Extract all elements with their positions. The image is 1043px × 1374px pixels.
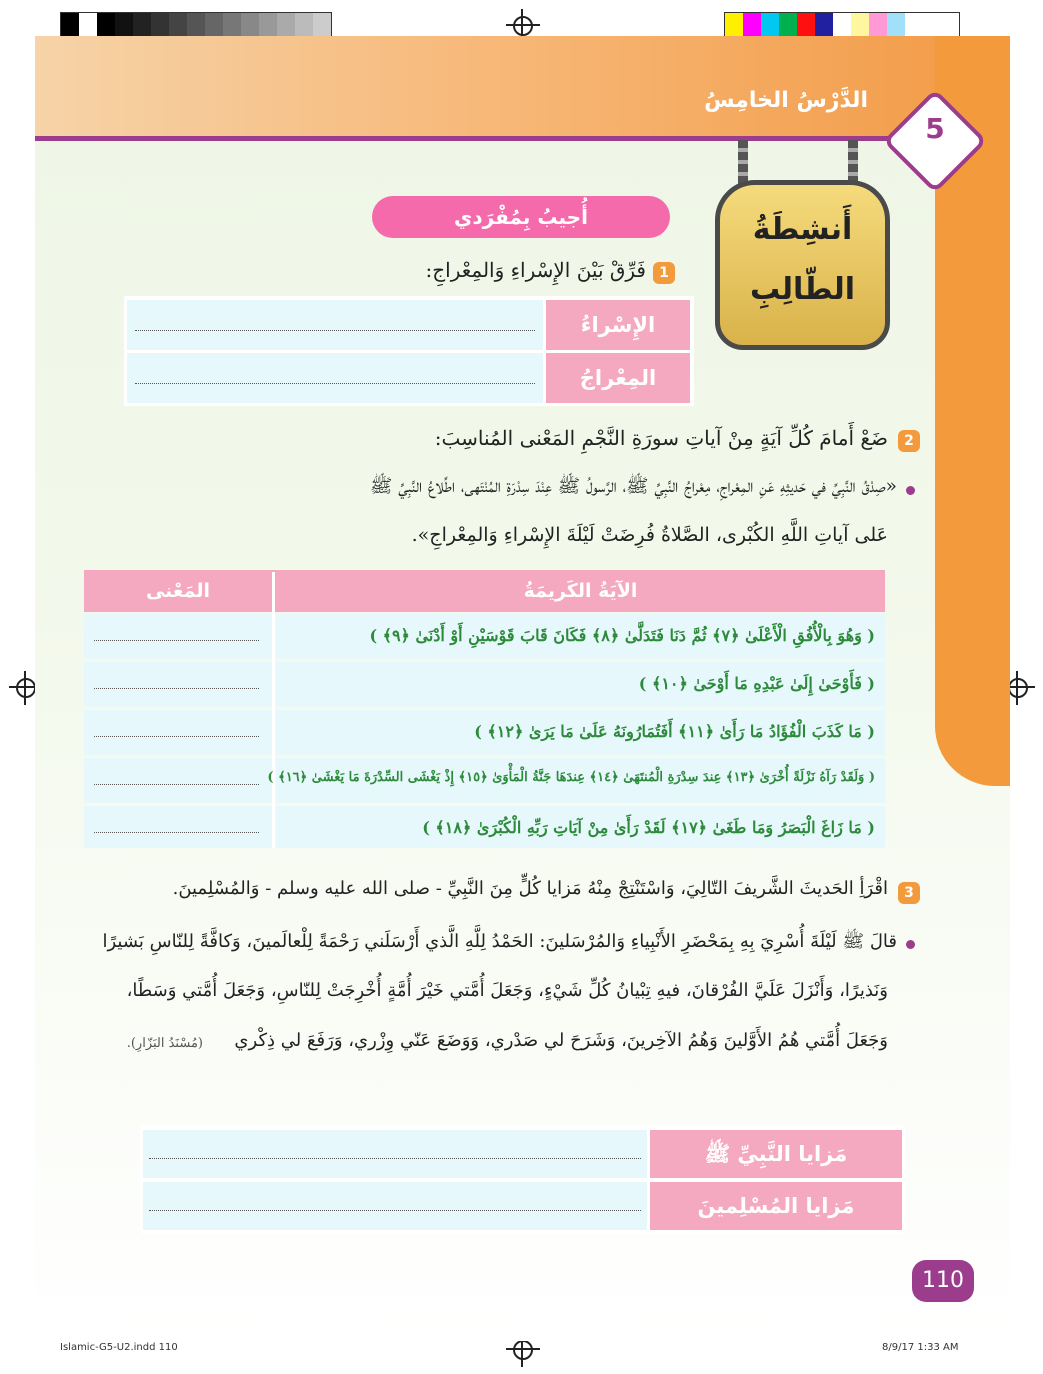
- footer-file: Islamic-G5-U2.indd 110: [60, 1342, 178, 1353]
- verse-text: ( فَأَوْحَىٰ إِلَىٰ عَبْدِهِ مَا أَوْحَىٰ ﴿١٠﴾ ): [638, 674, 875, 693]
- q1-label-miraj: المِعْراجُ: [546, 353, 690, 403]
- question-number: 2: [898, 430, 920, 452]
- meaning-answer-cell[interactable]: [84, 806, 272, 848]
- question-text: فَرِّقْ بَيْنَ الإِسْراءِ وَالمِعْراجِ:: [425, 258, 646, 282]
- verse-text: ( وَهُوَ بِالْأُفُقِ الْأَعْلَىٰ ﴿٧﴾ ثُمَّ دَنَا فَتَدَلَّىٰ ﴿٨﴾ فَكَانَ قَابَ قَوْسَيْنِ أَوْ أَدْنَىٰ ﴿٩﴾ ): [369, 626, 875, 645]
- verse-text: ( مَا زَاغَ الْبَصَرُ وَمَا طَغَىٰ ﴿١٧﴾ لَقَدْ رَأَىٰ مِنْ آيَاتِ رَبِّهِ الْكُبْرَىٰ ﴿١٨﴾ ): [422, 818, 875, 837]
- col-meaning-header: المَعْنى: [145, 580, 211, 602]
- header-divider: [35, 136, 915, 141]
- header-band: [35, 36, 1010, 136]
- registration-mark-icon: [16, 678, 36, 698]
- q1-label-isra: الإِسْراءُ: [546, 300, 690, 350]
- hadith-line-2: وَنَذيرًا، وَأَنْزَلَ عَلَيَّ الفُرْقانَ، فيهِ تِبْيانُ كُلِّ شَيْءٍ، وَجَعَلَ أُمَّتي خَيْرَ أُمَّةٍ أُخْرِجَتْ لِلنّاسِ، وَجَعَلَ أُمَّتي وَسَطًا،: [126, 980, 888, 1001]
- registration-mark-icon: [513, 1340, 533, 1360]
- question-text: اقْرَأِ الحَديثَ الشَّريفَ التّالِيَ، وَاسْتَنْتِجْ مِنْهُ مَزايا كُلٍّ مِنَ النَّبِيِّ - صلى الله عليه وسلم - وَالمُسْلِمينَ.: [172, 878, 888, 899]
- lesson-title: الدَّرْسُ الخامِسُ: [704, 88, 868, 113]
- q1-answer-isra[interactable]: [127, 300, 543, 350]
- bullet-icon: [906, 486, 915, 495]
- question-number: 3: [898, 882, 920, 904]
- lesson-number: 5: [925, 112, 945, 145]
- col-verse-header: الآيَةُ الكَريمَةُ: [523, 580, 638, 602]
- page-number: 110: [912, 1260, 974, 1302]
- section-banner: أُجيبُ بِمُفْرَدي: [372, 196, 670, 238]
- q3-answer-prophet[interactable]: [143, 1130, 647, 1178]
- hadith-line-1: قالَ ﷺ لَيْلَةَ أُسْرِيَ بِهِ بِمَحْضَرِ الأَنْبِياءِ وَالمُرْسَلينَ: الحَمْدُ لِلَّهِ الَّذي أَرْسَلَني رَحْمَةً لِلْعالَمينَ، وَكافَّةً لِلنّاسِ بَشيرًا: [102, 931, 897, 952]
- meaning-answer-cell[interactable]: [84, 614, 272, 659]
- options-line-1: «صِدْقُ النَّبِيِّ في حَديثِهِ عَنِ المِعْراجِ، مِعْراجُ النَّبِيِّ ﷺ، الرَّسولُ ﷺ عِنْدَ سِدْرَةِ المُنْتَهى، اطِّلاعُ النَّبِيِّ ﷺ: [370, 476, 897, 497]
- verse-text: ( وَلَقَدْ رَآهُ نَزْلَةً أُخْرَىٰ ﴿١٣﴾ عِندَ سِدْرَةِ الْمُنتَهَىٰ ﴿١٤﴾ عِندَهَا جَنَّةُ الْمَأْوَىٰ ﴿١٥﴾ إِذْ يَغْشَى السِّدْرَةَ مَا يَغْشَىٰ ﴿١٦﴾ ): [267, 770, 875, 785]
- sign-line-1: أَنشِطَةُ: [752, 212, 853, 247]
- q3-label-prophet: مَزايا النَّبِيِّ ﷺ: [650, 1130, 902, 1178]
- meaning-answer-cell[interactable]: [84, 758, 272, 803]
- registration-mark-icon: [1008, 678, 1028, 698]
- options-line-2: عَلى آياتِ اللَّهِ الكُبْرى، الصَّلاةُ فُرِضَتْ لَيْلَةَ الإِسْراءِ وَالمِعْراجِ».: [411, 524, 888, 546]
- meaning-answer-cell[interactable]: [84, 710, 272, 755]
- hadith-source: (مُسْنَدُ البَزّارِ).: [126, 1036, 203, 1051]
- verse-text: ( مَا كَذَبَ الْفُؤَادُ مَا رَأَىٰ ﴿١١﴾ أَفَتُمَارُونَهُ عَلَىٰ مَا يَرَىٰ ﴿١٢﴾ ): [474, 722, 875, 741]
- bullet-icon: [906, 940, 915, 949]
- q3-label-muslims: مَزايا المُسْلِمينَ: [650, 1182, 902, 1230]
- question-number: 1: [653, 262, 675, 284]
- q3-answer-muslims[interactable]: [143, 1182, 647, 1230]
- q1-answer-miraj[interactable]: [127, 353, 543, 403]
- hadith-line-3: وَجَعَلَ أُمَّتي هُمُ الأَوَّلينَ وَهُمُ الآخِرينَ، وَشَرَحَ لي صَدْري، وَوَضَعَ عَنّي وِزْري، وَرَفَعَ لي ذِكْري: [234, 1030, 888, 1051]
- meaning-answer-cell[interactable]: [84, 662, 272, 707]
- column-divider: [272, 572, 275, 848]
- question-text: ضَعْ أَمامَ كُلِّ آيَةٍ مِنْ آياتِ سورَةِ النَّجْمِ المَعْنى المُناسِبَ:: [434, 426, 888, 450]
- sign-line-2: الطّالِبِ: [749, 272, 856, 307]
- activities-sign: [715, 180, 890, 350]
- footer-date: 8/9/17 1:33 AM: [882, 1342, 959, 1353]
- registration-mark-icon: [513, 16, 533, 36]
